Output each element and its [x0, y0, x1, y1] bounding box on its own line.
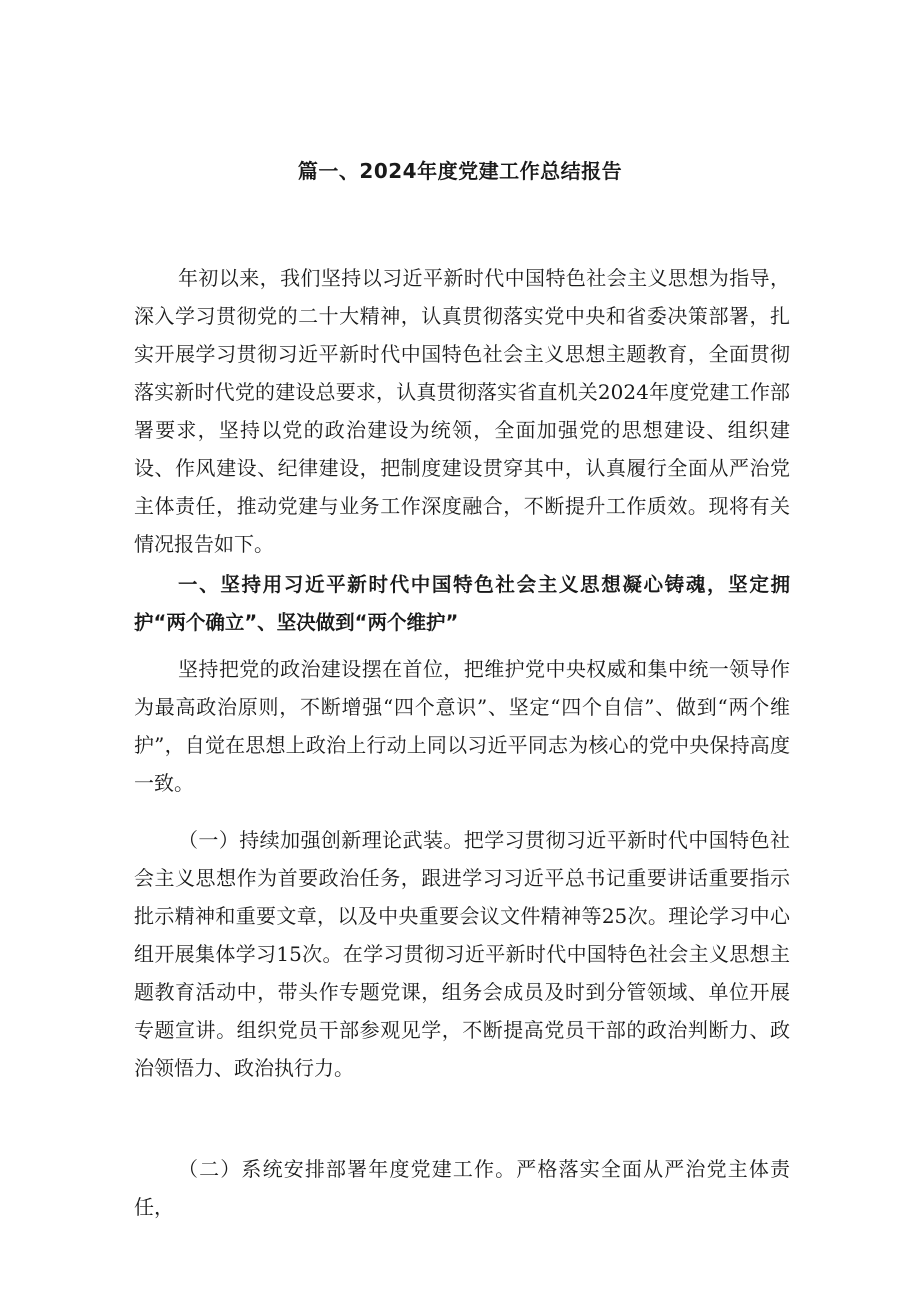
subsection2-paragraph: （二）系统安排部署年度党建工作。严格落实全面从严治党主体责任，: [134, 1157, 790, 1219]
section1-paragraph-block: [134, 650, 790, 802]
intro-paragraph: 年初以来，我们坚持以习近平新时代中国特色社会主义思想为指导，深入学习贯彻党的二十大精神，认真贯彻落实党中央和省委决策部署，扎实开展学习贯彻习近平新时代中国特色社会主义思想主题教育，全面贯彻落实新时代党的建设总要求，认真贯彻落实省直机关2024年度党建工作部署要求，坚持以党的政治建设为统领，全面加强党的思想建设、组织建设、作风建设、纪律建设，把制度建设贯穿其中，认真履行全面从严治党主体责任，推动党建与业务工作深度融合，不断提升工作质效。现将有关情况报告如下。: [134, 266, 790, 556]
document-title: 篇一、2024年度党建工作总结报告: [297, 159, 623, 183]
subsection1-paragraph-block: [134, 821, 790, 1087]
section1-paragraph: 坚持把党的政治建设摆在首位，把维护党中央权威和集中统一领导作为最高政治原则，不断增强“四个意识”、坚定“四个自信”、做到“两个维护”，自觉在思想上政治上行动上同以习近平同志为核心的党中央保持高度一致。: [134, 657, 790, 795]
section-heading-block: [134, 566, 790, 642]
subsection2-paragraph-block: [134, 1150, 790, 1226]
subsection1-paragraph: （一）持续加强创新理论武装。把学习贯彻习近平新时代中国特色社会主义思想作为首要政治任务，跟进学习习近平总书记重要讲话重要指示批示精神和重要文章，以及中央重要会议文件精神等25次。理论学习中心组开展集体学习15次。在学习贯彻习近平新时代中国特色社会主义思想主题教育活动中，带头作专题党课，组务会成员及时到分管领域、单位开展专题宣讲。组织党员干部参观见学，不断提高党员干部的政治判断力、政治领悟力、政治执行力。: [134, 828, 790, 1080]
section1-heading: 一、坚持用习近平新时代中国特色社会主义思想凝心铸魂，坚定拥护“两个确立”、坚决做到“两个维护”: [134, 573, 790, 634]
intro-paragraph-block: [134, 259, 790, 563]
